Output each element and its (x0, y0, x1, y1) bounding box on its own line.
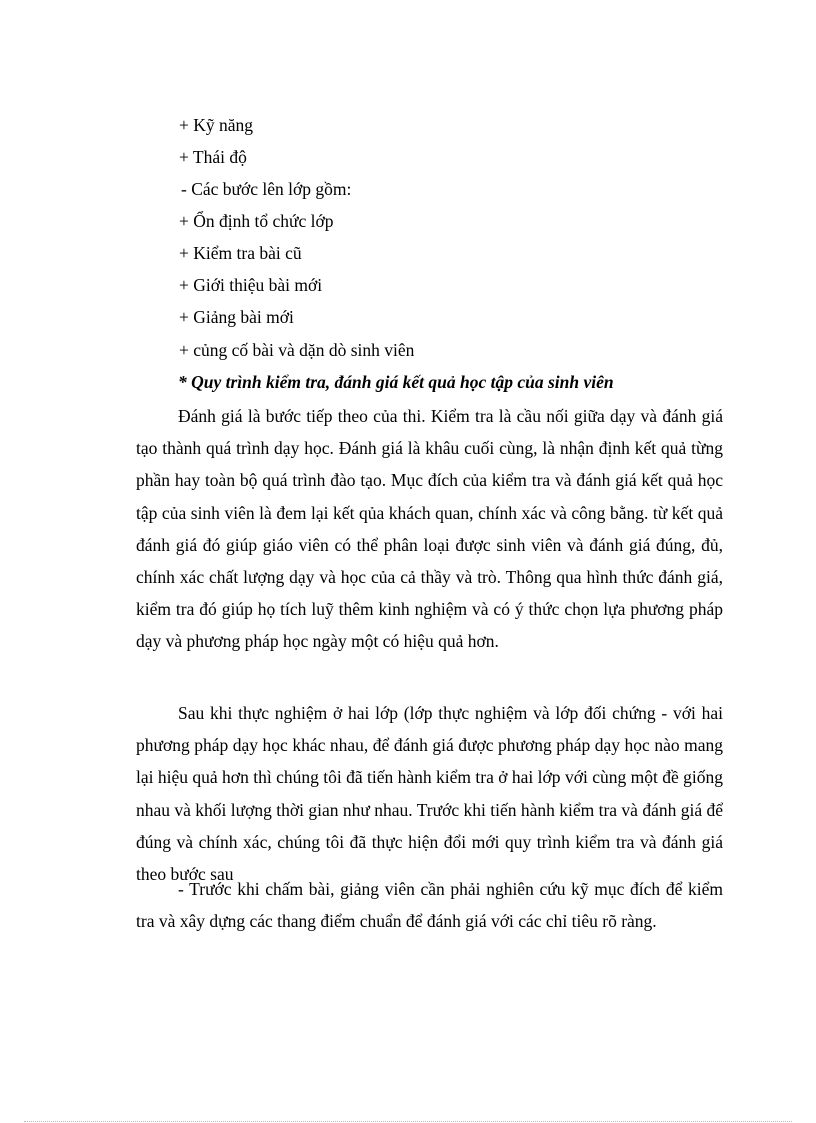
list-item: + Kỹ năng (179, 115, 254, 135)
page-bottom-rule (24, 1121, 792, 1122)
paragraph: - Trước khi chấm bài, giảng viên cần phải nghiên cứu kỹ mục đích để kiểm tra và xây dựng các thang điểm chuẩn để đánh giá với các chỉ tiêu rõ ràng. (136, 879, 723, 932)
paragraph: Sau khi thực nghiệm ở hai lớp (lớp thực nghiệm và lớp đối chứng - với hai phương pháp dạy học khác nhau, để đánh giá được phương pháp dạy học nào mang lại hiệu quả hơn thì chúng tôi đã tiến hành kiểm tra ở hai lớp với cùng một đề giống nhau và khối lượng thời gian như nhau. Trước khi tiến hành kiểm tra và đánh giá để đúng và chính xác, chúng tôi đã thực hiện đổi mới quy trình kiểm tra và đánh giá theo bước sau (136, 703, 723, 885)
list-item: + củng cố bài và dặn dò sinh viên (179, 340, 415, 360)
list-item: + Ổn định tổ chức lớp (179, 211, 334, 231)
list-item: + Kiểm tra bài cũ (179, 243, 302, 263)
list-item: + Thái độ (179, 147, 247, 167)
list-item: - Các bước lên lớp gồm: (181, 179, 352, 199)
paragraph: Đánh giá là bước tiếp theo của thi. Kiểm tra là cầu nối giữa dạy và đánh giá tạo thành quá trình dạy học. Đánh giá là khâu cuối cùng, là nhận định kết quả từng phần hay toàn bộ quá trình đào tạo. Mục đích của kiểm tra và đánh giá kết quả học tập của sinh viên là đem lại kết qủa khách quan, chính xác và công bằng. từ kết quả đánh giá đó giúp giáo viên có thể phân loại được sinh viên và đánh giá đúng, đủ, chính xác chất lượng dạy và học của cả thầy và trò. Thông qua hình thức đánh giá, kiểm tra đó giúp họ tích luỹ thêm kinh nghiệm và có ý thức chọn lựa phương pháp dạy và phương pháp học ngày một có hiệu quả hơn. (136, 406, 723, 652)
list-item: + Giảng bài mới (179, 307, 294, 327)
section-heading: * Quy trình kiểm tra, đánh giá kết quả học tập của sinh viên (178, 372, 614, 392)
list-item: + Giới thiệu bài mới (179, 275, 323, 295)
